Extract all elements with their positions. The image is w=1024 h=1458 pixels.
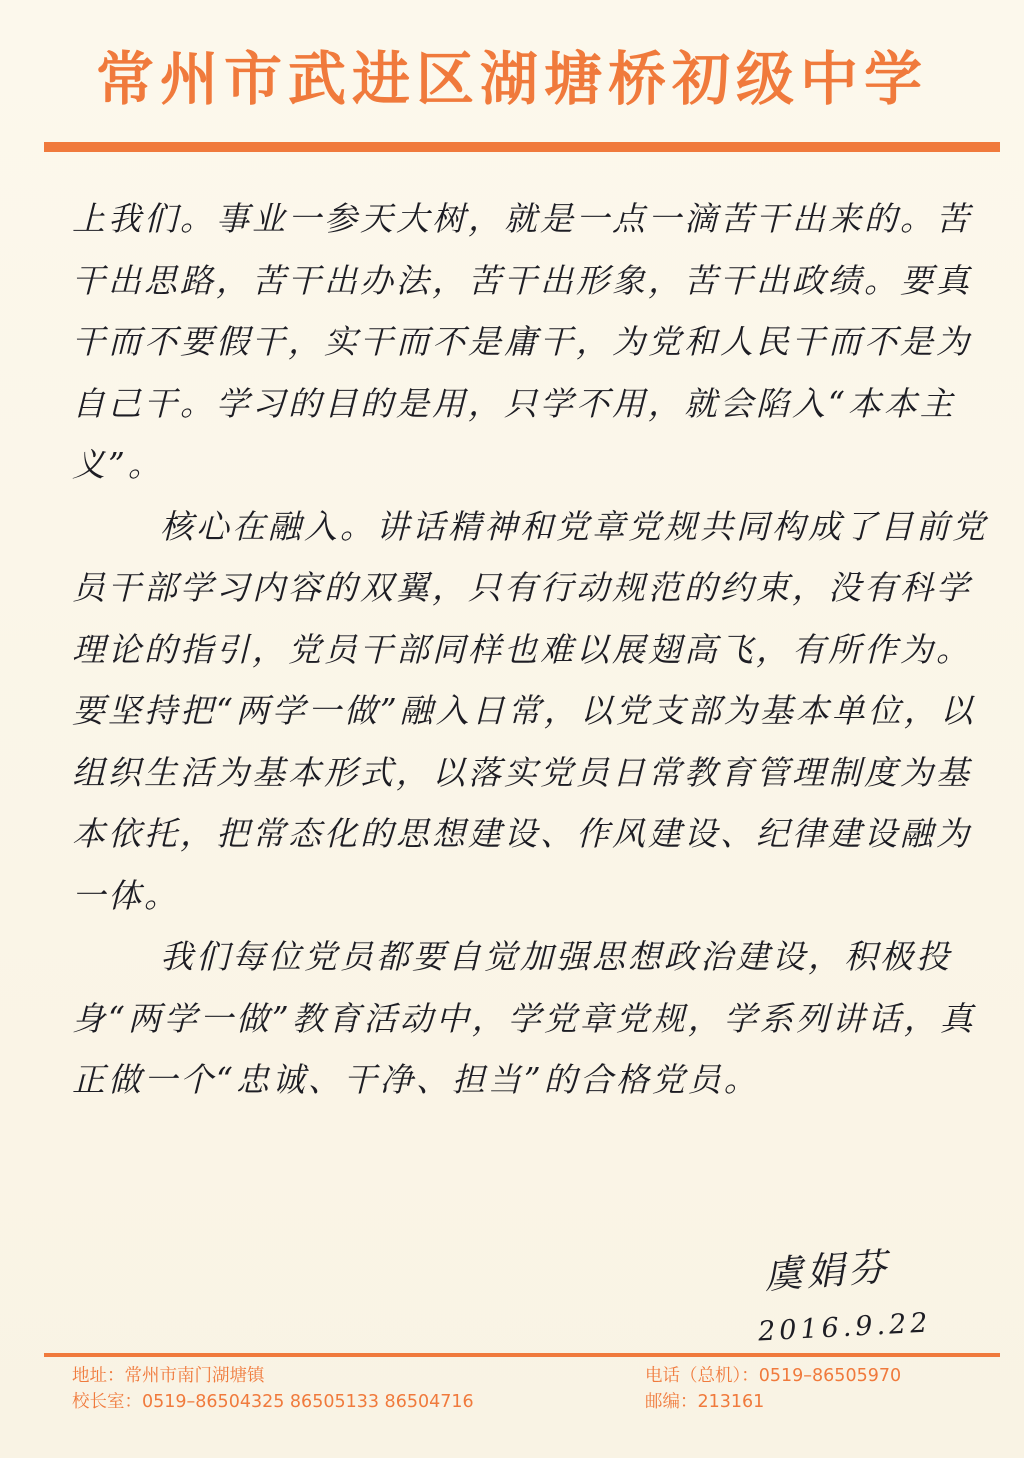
handwritten-letter-body bbox=[72, 188, 1002, 1111]
letter-paragraph-1: 上我们。事业一参天大树，就是一点一滴苦干出来的。苦干出思路，苦干出办法，苦干出形象，苦干出政绩。要真干而不要假干，实干而不是庸干，为党和人民干而不是为自己干。学习的目的是用，只学不用，就会陷入“本本主义”。 bbox=[72, 199, 972, 484]
footer-main-phone: 电话（总机）：0519–86505970 bbox=[645, 1366, 902, 1386]
footer-divider bbox=[44, 1353, 1000, 1357]
handwritten-signature: 虞娟芬 bbox=[762, 1244, 892, 1298]
school-letterhead-title: 常州市武进区湖塘桥初级中学 bbox=[95, 45, 928, 113]
signature-date: 2016.9.22 bbox=[757, 1307, 933, 1348]
letter-paragraph-2: 核心在融入。讲话精神和党章党规共同构成了目前党员干部学习内容的双翼，只有行动规范的约束，没有科学理论的指引，党员干部同样也难以展翅高飞，有所作为。要坚持把“两学一做”融入日常，以党支部为基本单位，以组织生活为基本形式，以落实党员日常教育管理制度为基本依托，把常态化的思想建设、作风建设、纪律建设融为一体。 bbox=[72, 506, 988, 915]
footer-principal-office-phones: 校长室：0519–86504325 86505133 86504716 bbox=[72, 1392, 474, 1412]
letterhead-divider bbox=[44, 142, 1000, 152]
footer-address: 地址：常州市南门湖塘镇 bbox=[72, 1366, 265, 1386]
footer-postcode: 邮编：213161 bbox=[645, 1392, 765, 1412]
letter-paragraph-3: 我们每位党员都要自觉加强思想政治建设，积极投身“两学一做”教育活动中，学党章党规，学系列讲话，真正做一个“忠诚、干净、担当”的合格党员。 bbox=[72, 937, 976, 1099]
